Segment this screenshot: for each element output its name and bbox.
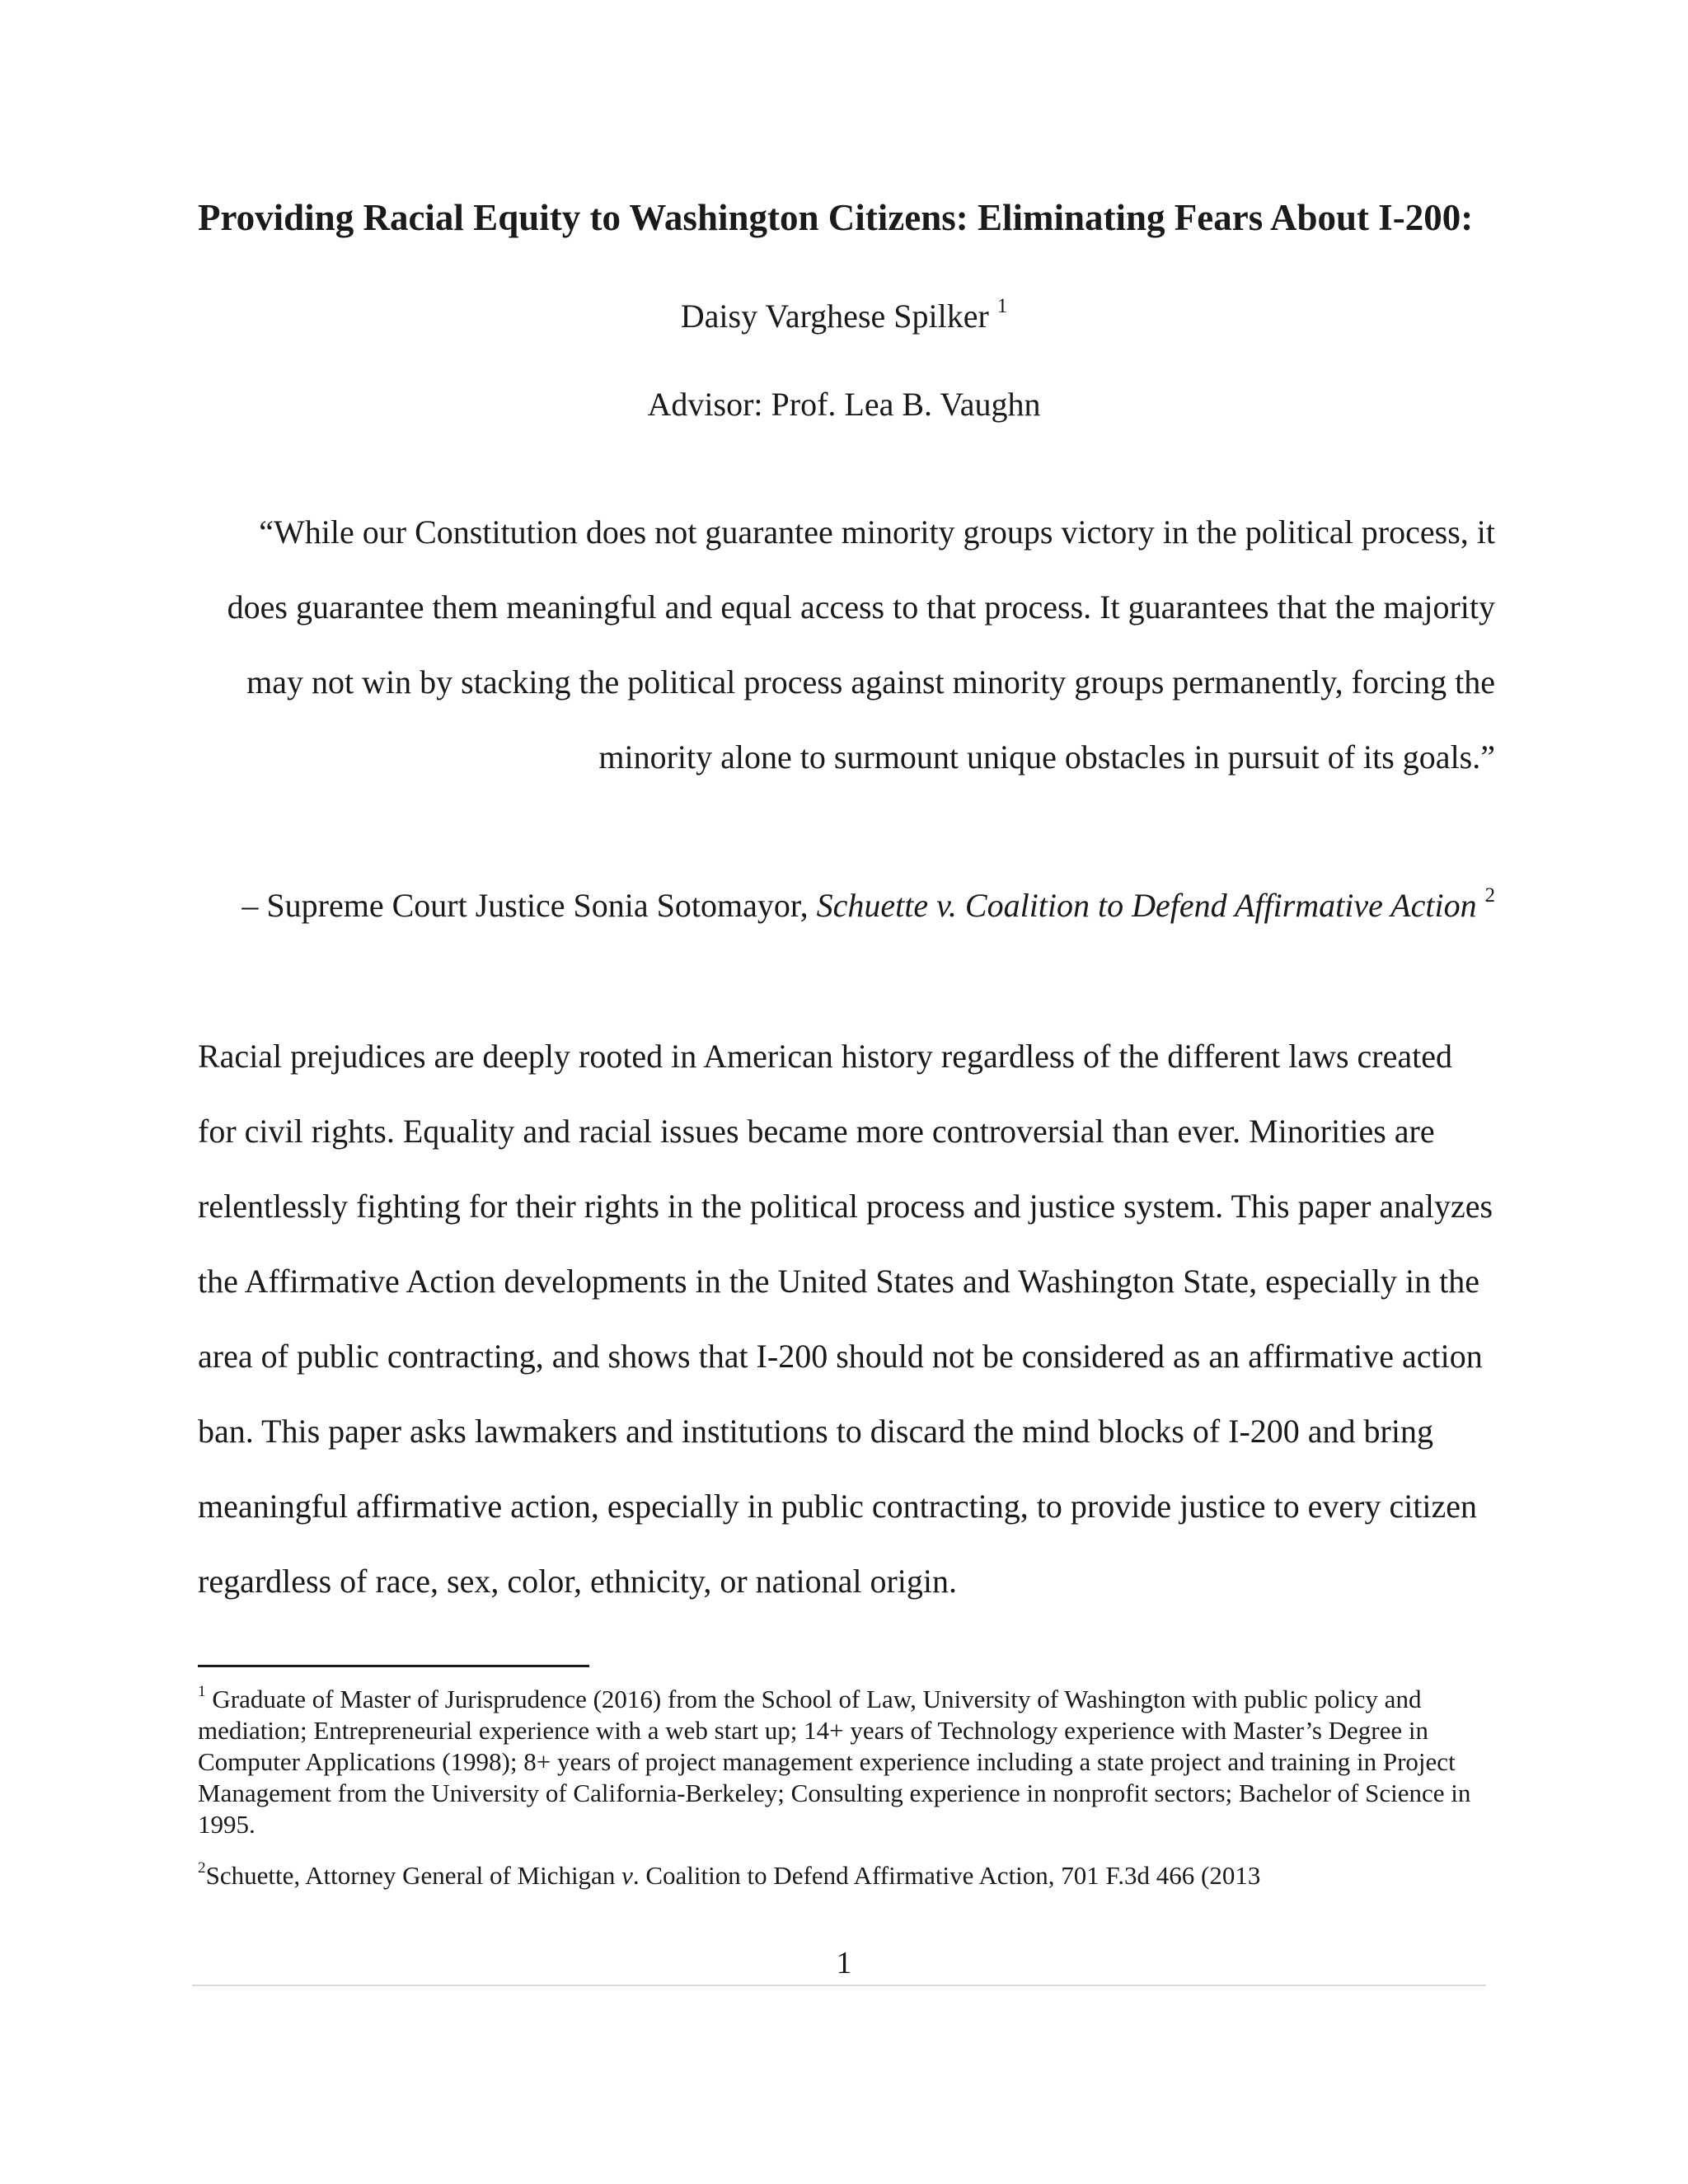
body-line: for civil rights. Equality and racial issues became more controversial than ever. Minorities are <box>198 1113 1435 1150</box>
body-line: relentlessly fighting for their rights in the political process and justice system. This paper analyzes <box>198 1188 1493 1225</box>
page-footer-rule <box>192 1985 1486 1986</box>
page-number: 1 <box>836 1946 852 1980</box>
footnote-1 <box>198 1684 1500 1840</box>
footnote-number: 1 <box>198 1682 206 1700</box>
footnote-divider <box>198 1665 589 1667</box>
body-line: the Affirmative Action developments in the United States and Washington State, especially in the <box>198 1263 1479 1300</box>
quote-line: “While our Constitution does not guarantee minority groups victory in the political process, it <box>259 513 1495 551</box>
body-line: regardless of race, sex, color, ethnicity, or national origin. <box>198 1563 958 1600</box>
advisor-line: Advisor: Prof. Lea B. Vaughn <box>647 386 1041 423</box>
author-name: Daisy Varghese Spilker <box>680 298 989 335</box>
paper-title: Providing Racial Equity to Washington Citizens: Eliminating Fears About I-200: <box>198 197 1474 238</box>
footnote-number: 2 <box>198 1858 206 1877</box>
quote-line: does guarantee them meaningful and equal access to that process. It guarantees that the majority <box>227 588 1495 626</box>
footnote-text: Graduate of Master of Jurisprudence (2016) from the School of Law, University of Washington with public policy and mediation; Entrepreneurial experience with a web start up; 14+ years of Technology experience with Master’s Degree in Computer Applications (1998); 8+ years of project management experience including a state project and training in Project Management from the University of California-Berkeley; Consulting experience in nonprofit sectors; Bachelor of Science in 1995. <box>198 1685 1471 1839</box>
body-line: area of public contracting, and shows that I-200 should not be considered as an affirmative action <box>198 1338 1483 1375</box>
body-line: ban. This paper asks lawmakers and institutions to discard the mind blocks of I-200 and bring <box>198 1413 1433 1450</box>
footnote-italic-v: v <box>621 1861 633 1890</box>
footnote-text-rest: . Coalition to Defend Affirmative Action, 701 F.3d 466 (2013 <box>632 1861 1261 1890</box>
footnote-text: Schuette, Attorney General of Michigan <box>205 1861 616 1890</box>
attribution-speaker: – Supreme Court Justice Sonia Sotomayor, <box>241 887 809 924</box>
quote-line: may not win by stacking the political process against minority groups permanently, forcing the <box>246 663 1495 701</box>
quote-attribution <box>135 883 1495 925</box>
body-line: meaningful affirmative action, especially in public contracting, to provide justice to every citizen <box>198 1488 1478 1525</box>
attribution-case: Schuette v. Coalition to Defend Affirmative Action <box>816 887 1477 924</box>
body-line: Racial prejudices are deeply rooted in American history regardless of the different laws created <box>198 1038 1452 1075</box>
footnote-2 <box>198 1858 1261 1891</box>
footnote-ref-1[interactable]: 1 <box>996 294 1008 317</box>
footnote-ref-2[interactable]: 2 <box>1484 883 1495 907</box>
author-line <box>0 294 1688 335</box>
quote-line: minority alone to surmount unique obstacles in pursuit of its goals.” <box>598 738 1495 776</box>
